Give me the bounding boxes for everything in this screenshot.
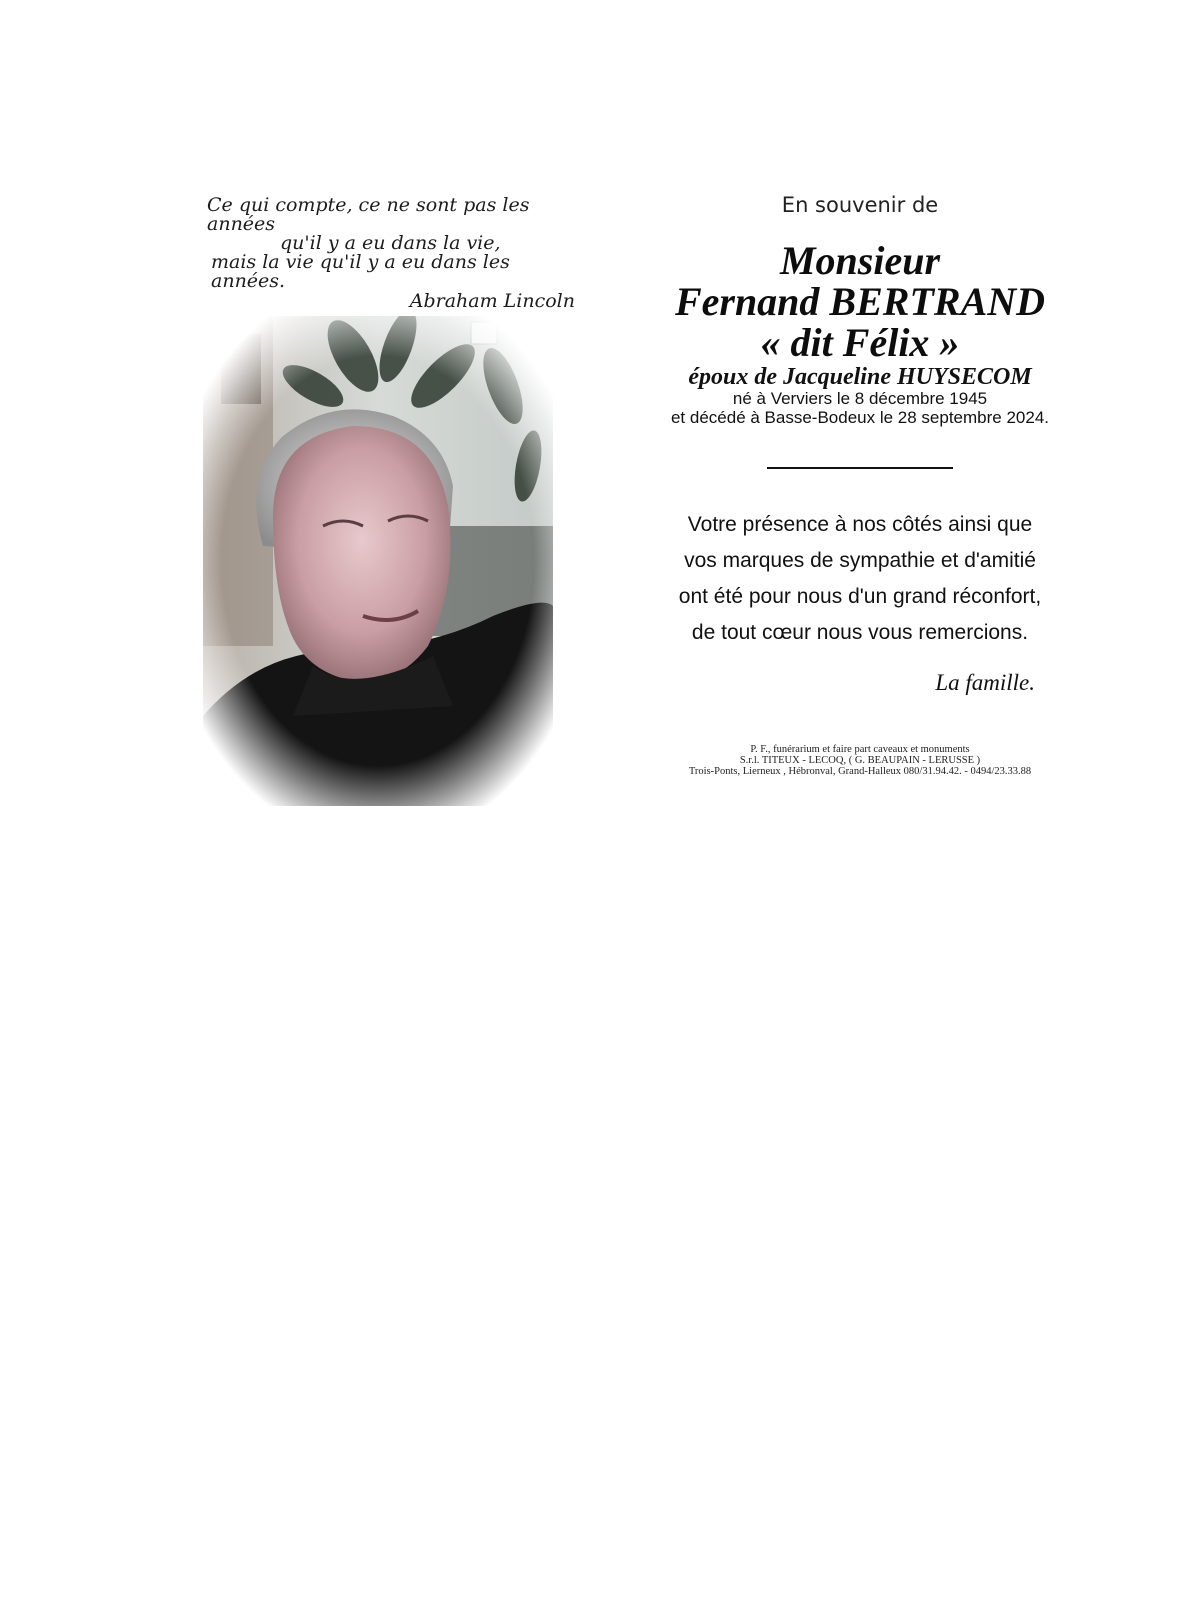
- in-memory-heading: En souvenir de: [781, 193, 939, 217]
- quote-line-1: Ce qui compte, ce ne sont pas les années: [207, 194, 530, 235]
- thanks-line: ont été pour nous d'un grand réconfort,: [678, 585, 1042, 608]
- deceased-name-block: [640, 240, 1080, 363]
- honorific: Monsieur: [779, 238, 941, 283]
- family-signature: La famille.: [935, 670, 1035, 695]
- quote-line-2: qu'il y a eu dans la vie,: [280, 232, 501, 254]
- portrait-photo: [203, 316, 553, 806]
- epigraph-quote: [185, 196, 585, 311]
- thanks-line: Votre présence à nos côtés ainsi que: [687, 513, 1033, 536]
- deceased-name: Fernand BERTRAND: [674, 279, 1046, 324]
- divider: [767, 467, 953, 469]
- thanks-message: [640, 507, 1080, 651]
- death-line: et décédé à Basse-Bodeux le 28 septembre 2024.: [670, 408, 1050, 427]
- nickname: « dit Félix »: [760, 320, 960, 365]
- funeral-home-footer: [640, 744, 1080, 777]
- thanks-line: de tout cœur nous vous remercions.: [691, 621, 1029, 644]
- thanks-line: vos marques de sympathie et d'amitié: [684, 549, 1036, 572]
- spouse-line: époux de Jacqueline HUYSECOM: [688, 364, 1032, 390]
- quote-line-3: mais la vie qu'il y a eu dans les années.: [211, 251, 510, 292]
- memorial-text: [640, 190, 1080, 777]
- quote-author: Abraham Lincoln: [409, 290, 575, 312]
- footer-line: Trois-Ponts, Lierneux , Hébronval, Grand-Halleux 080/31.94.42. - 0494/23.33.88: [688, 766, 1032, 777]
- footer-line: P. F., funérarium et faire part caveaux et monuments: [750, 744, 970, 755]
- birth-line: né à Verviers le 8 décembre 1945: [732, 389, 988, 408]
- footer-line: S.r.l. TITEUX - LECOQ, ( G. BEAUPAIN - LERUSSE ): [739, 755, 981, 766]
